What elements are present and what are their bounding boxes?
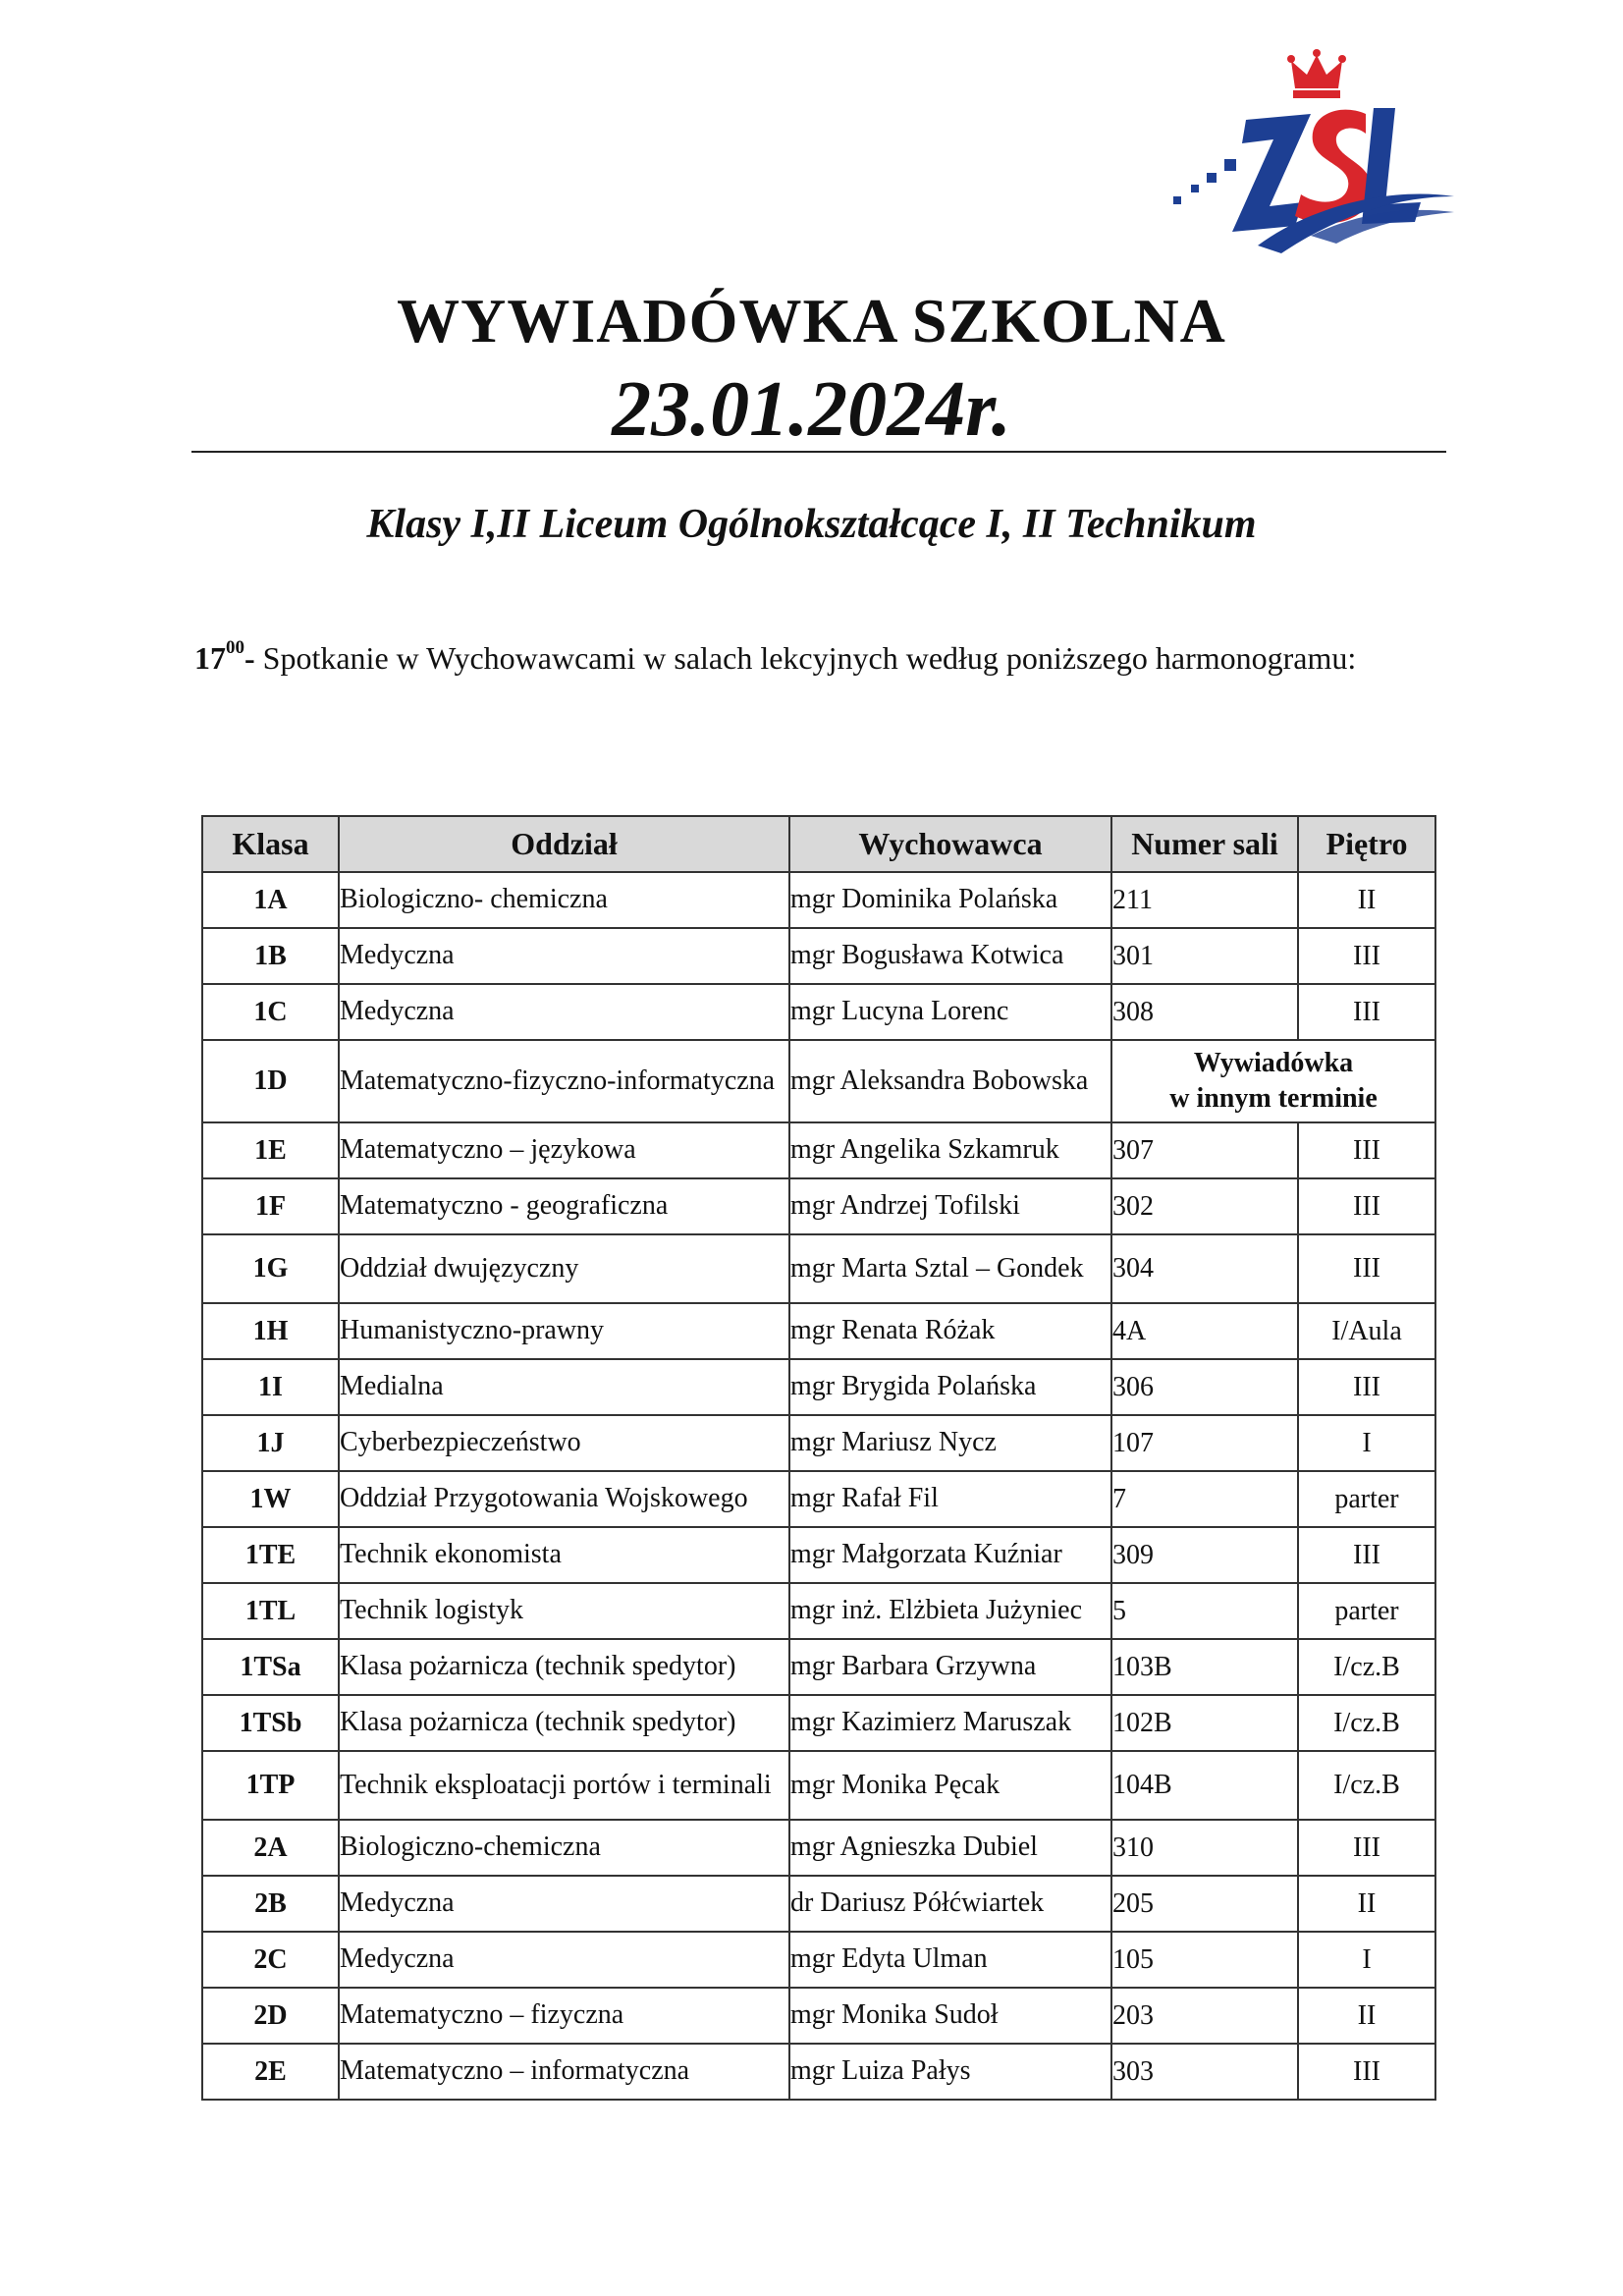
cell-klasa: 1W [202, 1471, 339, 1527]
cell-numer-sali: 7 [1111, 1471, 1298, 1527]
cell-klasa: 1TSa [202, 1639, 339, 1695]
cell-klasa: 2A [202, 1820, 339, 1876]
cell-oddzial: Medyczna [339, 1876, 789, 1932]
cell-numer-sali: 302 [1111, 1178, 1298, 1234]
title-divider [191, 451, 1446, 453]
cell-klasa: 1G [202, 1234, 339, 1303]
table-row [202, 2044, 1435, 2100]
cell-klasa: 1A [202, 872, 339, 928]
table-row [202, 1471, 1435, 1527]
cell-wychowawca: mgr Agnieszka Dubiel [789, 1820, 1111, 1876]
table-row [202, 1751, 1435, 1820]
cell-pietro: I [1298, 1415, 1435, 1471]
table-row [202, 1415, 1435, 1471]
table-row [202, 872, 1435, 928]
cell-klasa: 1TP [202, 1751, 339, 1820]
cell-oddzial: Matematyczno – informatyczna [339, 2044, 789, 2100]
note-line-1: Wywiadówka [1193, 1047, 1354, 1078]
schedule-table [201, 815, 1436, 2101]
table-row [202, 1932, 1435, 1988]
cell-oddzial: Medyczna [339, 984, 789, 1040]
table-row [202, 1178, 1435, 1234]
cell-pietro: III [1298, 1234, 1435, 1303]
cell-klasa: 1J [202, 1415, 339, 1471]
cell-wychowawca: mgr inż. Elżbieta Jużyniec [789, 1583, 1111, 1639]
school-logo [1163, 49, 1458, 260]
document-title: WYWIADÓWKA SZKOLNA [397, 286, 1226, 355]
cell-wychowawca: mgr Aleksandra Bobowska [789, 1040, 1111, 1122]
cell-numer-sali: 203 [1111, 1988, 1298, 2044]
cell-oddzial: Technik eksploatacji portów i terminali [339, 1751, 789, 1820]
cell-note-other-date [1111, 1040, 1435, 1122]
cell-wychowawca: mgr Mariusz Nycz [789, 1415, 1111, 1471]
cell-numer-sali: 4A [1111, 1303, 1298, 1359]
cell-wychowawca: mgr Renata Różak [789, 1303, 1111, 1359]
cell-oddzial: Matematyczno - geograficzna [339, 1178, 789, 1234]
cell-klasa: 2C [202, 1932, 339, 1988]
cell-oddzial: Cyberbezpieczeństwo [339, 1415, 789, 1471]
meeting-time [194, 637, 263, 676]
time-dash: - [244, 640, 263, 676]
table-row [202, 1040, 1435, 1122]
cell-wychowawca: mgr Luiza Pałys [789, 2044, 1111, 2100]
table-row [202, 1527, 1435, 1583]
table-header-row [202, 816, 1435, 872]
meeting-date: 23.01.2024r. [612, 366, 1011, 453]
cell-wychowawca: mgr Monika Pęcak [789, 1751, 1111, 1820]
header-pietro: Piętro [1298, 816, 1435, 872]
table-row [202, 984, 1435, 1040]
meeting-minutes: 00 [226, 637, 244, 659]
cell-pietro: I/cz.B [1298, 1639, 1435, 1695]
cell-oddzial: Oddział dwujęzyczny [339, 1234, 789, 1303]
document-subtitle: Klasy I,II Liceum Ogólnokształcące I, II Technikum [366, 502, 1257, 547]
table-row [202, 1876, 1435, 1932]
cell-numer-sali: 102B [1111, 1695, 1298, 1751]
cell-oddzial: Biologiczno-chemiczna [339, 1820, 789, 1876]
cell-klasa: 1D [202, 1040, 339, 1122]
cell-wychowawca: mgr Marta Sztal – Gondek [789, 1234, 1111, 1303]
cell-pietro: III [1298, 928, 1435, 984]
cell-pietro: III [1298, 1178, 1435, 1234]
cell-oddzial: Technik ekonomista [339, 1527, 789, 1583]
cell-klasa: 2D [202, 1988, 339, 2044]
cell-numer-sali: 308 [1111, 984, 1298, 1040]
cell-oddzial: Biologiczno- chemiczna [339, 872, 789, 928]
cell-pietro: II [1298, 1876, 1435, 1932]
cell-klasa: 1H [202, 1303, 339, 1359]
cell-klasa: 1TL [202, 1583, 339, 1639]
cell-pietro: I/cz.B [1298, 1751, 1435, 1820]
cell-numer-sali: 304 [1111, 1234, 1298, 1303]
cell-klasa: 1TE [202, 1527, 339, 1583]
cell-pietro: III [1298, 1527, 1435, 1583]
cell-wychowawca: mgr Dominika Polańska [789, 872, 1111, 928]
table-row [202, 1988, 1435, 2044]
cell-numer-sali: 307 [1111, 1122, 1298, 1178]
cell-numer-sali: 211 [1111, 872, 1298, 928]
cell-wychowawca: mgr Barbara Grzywna [789, 1639, 1111, 1695]
cell-wychowawca: mgr Andrzej Tofilski [789, 1178, 1111, 1234]
cell-pietro: II [1298, 1988, 1435, 2044]
header-numer-sali: Numer sali [1111, 816, 1298, 872]
cell-pietro: I [1298, 1932, 1435, 1988]
table-row [202, 1303, 1435, 1359]
cell-klasa: 2B [202, 1876, 339, 1932]
header-oddzial: Oddział [339, 816, 789, 872]
cell-numer-sali: 306 [1111, 1359, 1298, 1415]
header-klasa: Klasa [202, 816, 339, 872]
cell-klasa: 1E [202, 1122, 339, 1178]
cell-wychowawca: mgr Kazimierz Maruszak [789, 1695, 1111, 1751]
cell-numer-sali: 310 [1111, 1820, 1298, 1876]
cell-oddzial: Medyczna [339, 928, 789, 984]
note-line-2: w innym terminie [1169, 1083, 1378, 1114]
cell-wychowawca: mgr Bogusława Kotwica [789, 928, 1111, 984]
cell-klasa: 1I [202, 1359, 339, 1415]
cell-wychowawca: mgr Monika Sudoł [789, 1988, 1111, 2044]
table-row [202, 1695, 1435, 1751]
cell-numer-sali: 103B [1111, 1639, 1298, 1695]
crown-icon [1287, 49, 1346, 98]
cell-oddzial: Oddział Przygotowania Wojskowego [339, 1471, 789, 1527]
cell-wychowawca: mgr Edyta Ulman [789, 1932, 1111, 1988]
cell-numer-sali: 309 [1111, 1527, 1298, 1583]
table-row [202, 1583, 1435, 1639]
table-row [202, 1820, 1435, 1876]
table-row [202, 1234, 1435, 1303]
cell-numer-sali: 105 [1111, 1932, 1298, 1988]
cell-wychowawca: mgr Rafał Fil [789, 1471, 1111, 1527]
cell-oddzial: Klasa pożarnicza (technik spedytor) [339, 1639, 789, 1695]
table-row [202, 1359, 1435, 1415]
intro-text: Spotkanie w Wychowawcami w salach lekcyjnych według poniższego harmonogramu: [262, 640, 1357, 676]
cell-wychowawca: mgr Brygida Polańska [789, 1359, 1111, 1415]
cell-pietro: III [1298, 1122, 1435, 1178]
cell-pietro: III [1298, 1820, 1435, 1876]
cell-oddzial: Humanistyczno-prawny [339, 1303, 789, 1359]
cell-pietro: II [1298, 872, 1435, 928]
meeting-hour: 17 [194, 640, 226, 676]
cell-pietro: III [1298, 984, 1435, 1040]
cell-numer-sali: 104B [1111, 1751, 1298, 1820]
cell-pietro: I/Aula [1298, 1303, 1435, 1359]
intro-line [194, 637, 1357, 677]
cell-klasa: 1B [202, 928, 339, 984]
cell-numer-sali: 301 [1111, 928, 1298, 984]
header-wychowawca: Wychowawca [789, 816, 1111, 872]
cell-numer-sali: 107 [1111, 1415, 1298, 1471]
cell-oddzial: Klasa pożarnicza (technik spedytor) [339, 1695, 789, 1751]
cell-numer-sali: 303 [1111, 2044, 1298, 2100]
cell-pietro: parter [1298, 1471, 1435, 1527]
cell-oddzial: Matematyczno – językowa [339, 1122, 789, 1178]
cell-klasa: 1F [202, 1178, 339, 1234]
cell-pietro: III [1298, 2044, 1435, 2100]
cell-wychowawca: mgr Lucyna Lorenc [789, 984, 1111, 1040]
cell-oddzial: Technik logistyk [339, 1583, 789, 1639]
cell-numer-sali: 5 [1111, 1583, 1298, 1639]
cell-pietro: I/cz.B [1298, 1695, 1435, 1751]
table-row [202, 1639, 1435, 1695]
cell-numer-sali: 205 [1111, 1876, 1298, 1932]
cell-oddzial: Medyczna [339, 1932, 789, 1988]
cell-klasa: 1C [202, 984, 339, 1040]
cell-pietro: parter [1298, 1583, 1435, 1639]
table-row [202, 928, 1435, 984]
cell-wychowawca: mgr Angelika Szkamruk [789, 1122, 1111, 1178]
cell-oddzial: Medialna [339, 1359, 789, 1415]
cell-pietro: III [1298, 1359, 1435, 1415]
cell-klasa: 2E [202, 2044, 339, 2100]
cell-oddzial: Matematyczno – fizyczna [339, 1988, 789, 2044]
cell-klasa: 1TSb [202, 1695, 339, 1751]
table-row [202, 1122, 1435, 1178]
cell-oddzial: Matematyczno-fizyczno-informatyczna [339, 1040, 789, 1122]
cell-wychowawca: mgr Małgorzata Kuźniar [789, 1527, 1111, 1583]
cell-wychowawca: dr Dariusz Półćwiartek [789, 1876, 1111, 1932]
